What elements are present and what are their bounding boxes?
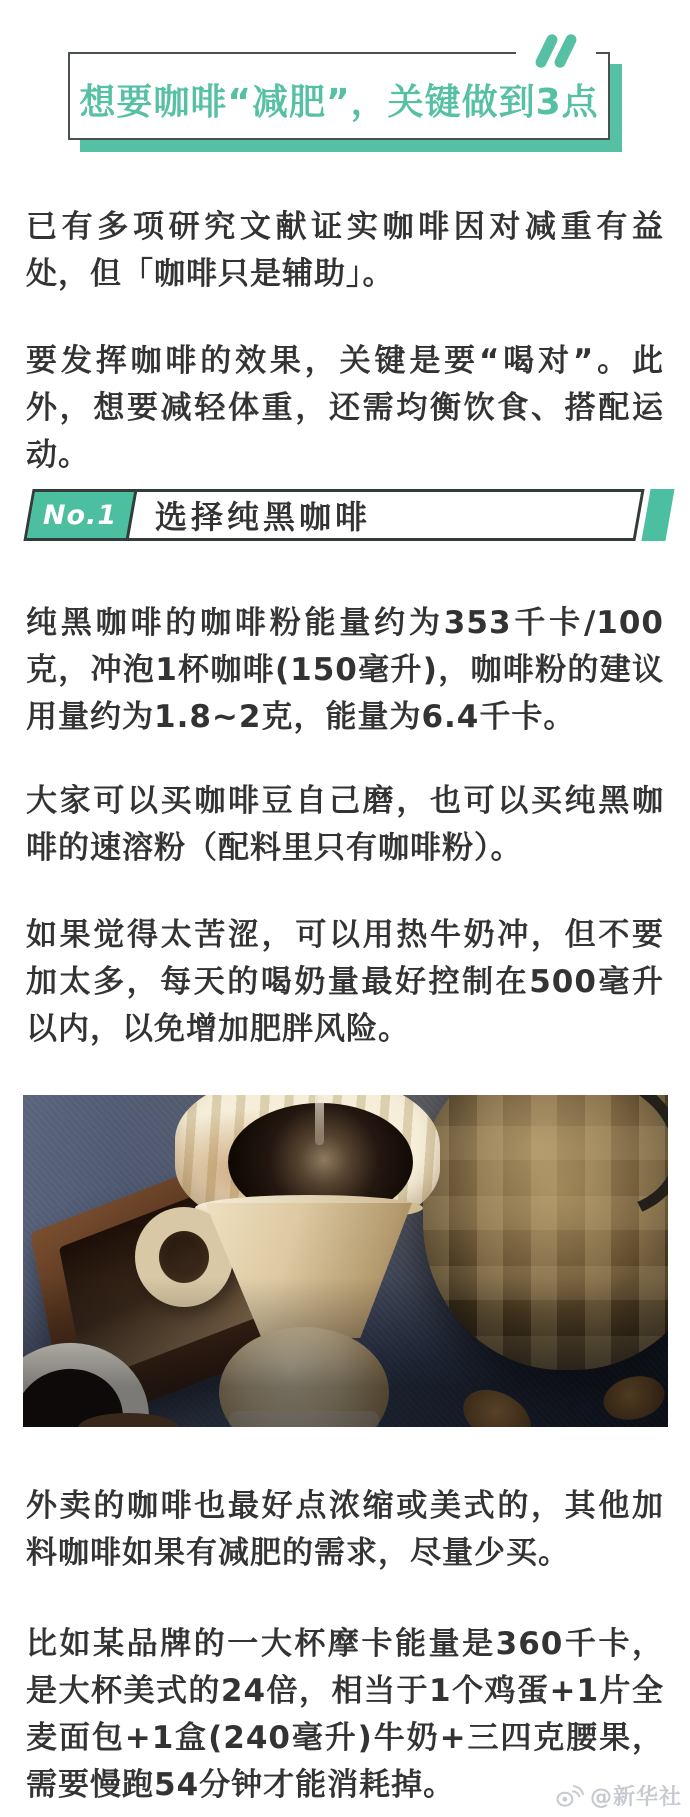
paragraph: 纯黑咖啡的咖啡粉能量约为353千卡/100克，冲泡1杯咖啡(150毫升)，咖啡粉的建议用量约为1.8~2克，能量为6.4千卡。 — [26, 605, 664, 735]
paragraph: 大家可以买咖啡豆自己磨，也可以买纯黑咖啡的速溶粉（配料里只有咖啡粉）。 — [26, 783, 664, 866]
paragraph: 比如某品牌的一大杯摩卡能量是360千卡，是大杯美式的24倍，相当于1个鸡蛋+1片全麦面包+1盒(240毫升)牛奶+三四克腰果，需要慢跑54分钟才能消耗掉。 — [26, 1626, 664, 1803]
section-title: 选择纯黑咖啡 — [155, 498, 372, 536]
section-number-tag — [27, 492, 137, 538]
coffee-photo — [23, 1095, 668, 1427]
paragraph: 外卖的咖啡也最好点浓缩或美式的，其他加料咖啡如果有减肥的需求，尽量少买。 — [26, 1488, 664, 1571]
weibo-icon — [555, 1783, 585, 1808]
watermark-handle: @新华社 — [589, 1785, 682, 1810]
section-header-end-accent — [641, 489, 674, 541]
title-banner — [68, 52, 610, 140]
paragraph: 要发挥咖啡的效果，关键是要“喝对”。此外，想要减轻体重，还需均衡饮食、搭配运动。 — [26, 343, 664, 473]
paragraph: 已有多项研究文献证实咖啡因对减重有益处，但「咖啡只是辅助」。 — [26, 209, 664, 292]
photo-vignette — [23, 1095, 668, 1427]
paragraph: 如果觉得太苦涩，可以用热牛奶冲，但不要加太多，每天的喝奶量最好控制在500毫升以内，以免增加肥胖风险。 — [26, 917, 664, 1047]
double-slash-quote-icon — [516, 32, 596, 74]
watermark — [555, 1780, 682, 1811]
section-header — [23, 489, 644, 541]
page-title: 想要咖啡“减肥”，关键做到3点 — [79, 81, 599, 123]
section-number-label: No.1 — [43, 499, 118, 531]
